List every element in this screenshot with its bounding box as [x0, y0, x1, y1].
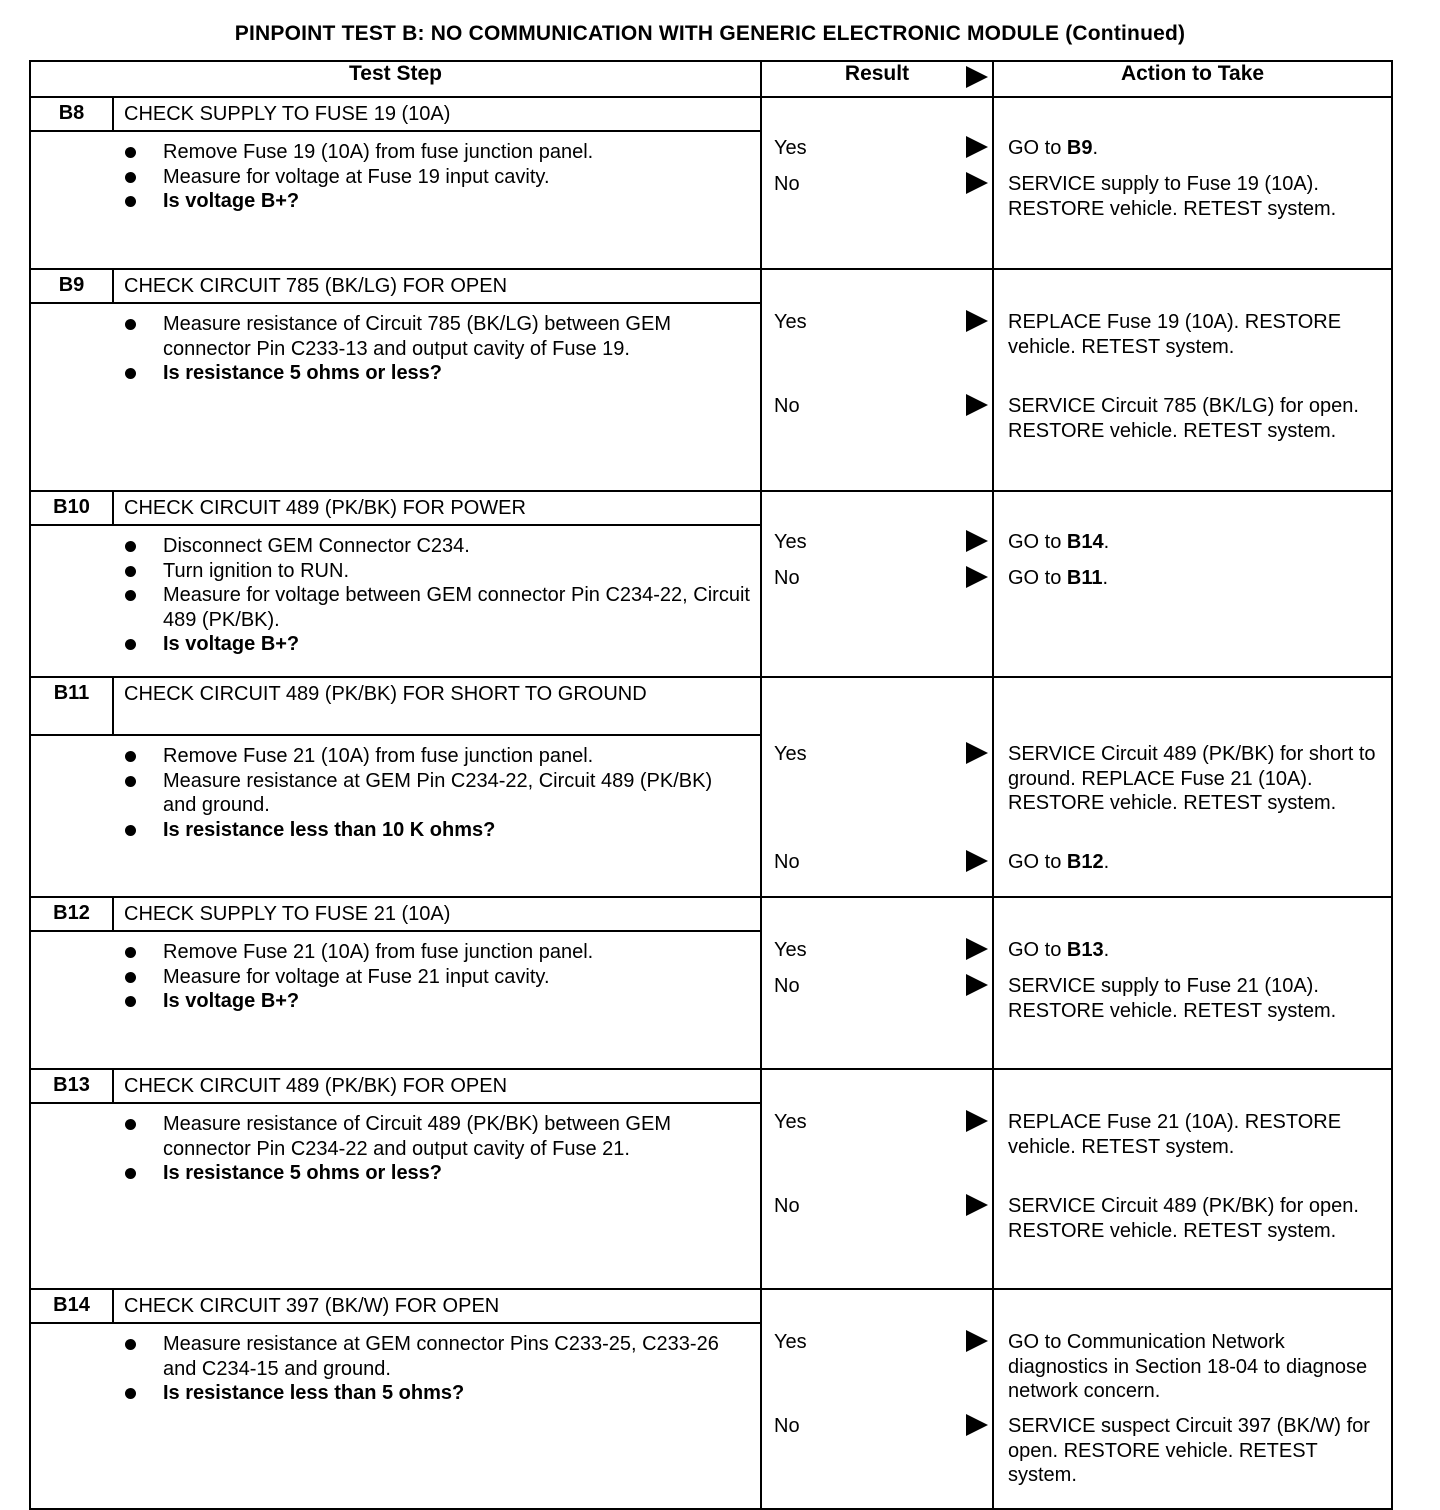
procedure-item: Remove Fuse 19 (10A) from fuse junction panel.	[123, 140, 750, 165]
action-no-text: SERVICE supply to Fuse 19 (10A). RESTORE vehicle. RETEST system.	[1008, 173, 1337, 220]
action-yes-text: GO to	[1008, 531, 1067, 553]
right-arrow-icon	[966, 1194, 988, 1216]
action-yes-step-ref: B14	[1066, 531, 1104, 553]
result-no	[774, 850, 988, 875]
step-id: B12	[30, 897, 113, 931]
result-yes-label: Yes	[774, 137, 807, 159]
action-yes	[1008, 530, 1383, 555]
action-no	[1008, 394, 1383, 443]
procedure-item: Measure resistance of Circuit 785 (BK/LG) between GEM connector Pin C233-13 and output cavity of Fuse 19.	[123, 312, 750, 361]
step-action-cell	[993, 1069, 1392, 1289]
procedure-question: Is voltage B+?	[123, 632, 750, 657]
action-yes-step-ref: B13	[1066, 939, 1104, 961]
procedure-item: Measure for voltage between GEM connector Pin C234-22, Circuit 489 (PK/BK).	[123, 583, 750, 632]
step-procedure	[30, 1103, 761, 1289]
procedure-item: Measure resistance of Circuit 489 (PK/BK) between GEM connector Pin C234-22 and output cavity of Fuse 21.	[123, 1112, 750, 1161]
procedure-question: Is resistance less than 10 K ohms?	[123, 818, 750, 843]
right-arrow-icon	[966, 938, 988, 960]
result-no	[774, 394, 988, 419]
right-arrow-icon	[966, 1414, 988, 1436]
result-no-label: No	[774, 975, 800, 997]
page-title: PINPOINT TEST B: NO COMMUNICATION WITH GENERIC ELECTRONIC MODULE (Continued)	[234, 22, 1186, 45]
procedure-list	[123, 1332, 750, 1406]
procedure-question: Is resistance less than 5 ohms?	[123, 1381, 750, 1406]
step-result-cell	[761, 1289, 993, 1509]
result-yes	[774, 1110, 988, 1135]
step-procedure	[30, 1323, 761, 1509]
step-title: CHECK CIRCUIT 397 (BK/W) FOR OPEN	[113, 1289, 761, 1323]
step-title: CHECK CIRCUIT 489 (PK/BK) FOR OPEN	[113, 1069, 761, 1103]
action-no-suffix: .	[1102, 567, 1109, 589]
step-title: CHECK CIRCUIT 489 (PK/BK) FOR SHORT TO GROUND	[113, 677, 761, 735]
action-yes-text: REPLACE Fuse 21 (10A). RESTORE vehicle. RETEST system.	[1008, 1111, 1342, 1158]
action-no	[1008, 1414, 1383, 1488]
step-procedure	[30, 735, 761, 897]
right-arrow-icon	[966, 66, 988, 88]
step-result-cell	[761, 1069, 993, 1289]
action-yes-suffix: .	[1103, 531, 1110, 553]
procedure-list	[123, 140, 750, 214]
step-action-cell	[993, 491, 1392, 677]
action-no-step-ref: B12	[1066, 851, 1104, 873]
step-title-row	[30, 897, 1392, 931]
right-arrow-icon	[966, 974, 988, 996]
action-no-suffix: .	[1103, 851, 1110, 873]
result-no-label: No	[774, 173, 800, 195]
procedure-question: Is resistance 5 ohms or less?	[123, 1161, 750, 1186]
result-no	[774, 566, 988, 591]
procedure-question: Is voltage B+?	[123, 189, 750, 214]
step-id: B11	[30, 677, 113, 735]
action-yes	[1008, 742, 1383, 816]
procedure-item: Measure resistance at GEM Pin C234-22, Circuit 489 (PK/BK) and ground.	[123, 769, 750, 818]
step-result-cell	[761, 677, 993, 897]
step-action-cell	[993, 897, 1392, 1069]
step-action-cell	[993, 677, 1392, 897]
step-title-row	[30, 97, 1392, 131]
step-result-cell	[761, 97, 993, 269]
step-result-cell	[761, 269, 993, 491]
right-arrow-icon	[966, 136, 988, 158]
procedure-list	[123, 1112, 750, 1186]
action-yes	[1008, 938, 1383, 963]
header-test-step: Test Step	[30, 61, 761, 97]
action-yes-suffix: .	[1092, 137, 1099, 159]
action-no-text: SERVICE suspect Circuit 397 (BK/W) for open. RESTORE vehicle. RETEST system.	[1008, 1415, 1370, 1486]
procedure-item: Remove Fuse 21 (10A) from fuse junction panel.	[123, 940, 750, 965]
procedure-list	[123, 940, 750, 1014]
right-arrow-icon	[966, 1330, 988, 1352]
step-procedure	[30, 303, 761, 491]
procedure-question: Is resistance 5 ohms or less?	[123, 361, 750, 386]
right-arrow-icon	[966, 530, 988, 552]
right-arrow-icon	[966, 850, 988, 872]
result-yes	[774, 530, 988, 555]
step-title-row	[30, 269, 1392, 303]
step-result-cell	[761, 491, 993, 677]
result-no-label: No	[774, 567, 800, 589]
action-yes-text: GO to Communication Network diagnostics in Section 18-04 to diagnose network concern.	[1008, 1331, 1368, 1402]
step-procedure	[30, 931, 761, 1069]
action-yes-text: SERVICE Circuit 489 (PK/BK) for short to ground. REPLACE Fuse 21 (10A). RESTORE vehicle. RETEST system.	[1008, 743, 1376, 814]
right-arrow-icon	[966, 172, 988, 194]
result-yes	[774, 136, 988, 161]
pinpoint-test-table	[29, 60, 1393, 1510]
result-yes	[774, 310, 988, 335]
step-title-row	[30, 491, 1392, 525]
result-no	[774, 1194, 988, 1219]
step-id: B10	[30, 491, 113, 525]
step-title: CHECK SUPPLY TO FUSE 21 (10A)	[113, 897, 761, 931]
step-title-row	[30, 1289, 1392, 1323]
procedure-list	[123, 312, 750, 386]
result-no-label: No	[774, 1195, 800, 1217]
procedure-item: Measure for voltage at Fuse 21 input cavity.	[123, 965, 750, 990]
procedure-list	[123, 744, 750, 842]
procedure-item: Turn ignition to RUN.	[123, 559, 750, 584]
procedure-item: Measure for voltage at Fuse 19 input cavity.	[123, 165, 750, 190]
result-no-label: No	[774, 1415, 800, 1437]
right-arrow-icon	[966, 394, 988, 416]
action-no	[1008, 974, 1383, 1023]
result-yes-label: Yes	[774, 531, 807, 553]
action-no	[1008, 1194, 1383, 1243]
action-no	[1008, 566, 1383, 591]
right-arrow-icon	[966, 742, 988, 764]
action-no	[1008, 172, 1383, 221]
result-yes-label: Yes	[774, 939, 807, 961]
step-id: B13	[30, 1069, 113, 1103]
procedure-item: Measure resistance at GEM connector Pins C233-25, C233-26 and C234-15 and ground.	[123, 1332, 750, 1381]
result-no-label: No	[774, 395, 800, 417]
right-arrow-icon	[966, 566, 988, 588]
action-no-step-ref: B11	[1066, 567, 1103, 589]
action-yes-text: GO to	[1008, 939, 1067, 961]
table-body	[30, 97, 1392, 1509]
action-no-text: GO to	[1008, 851, 1067, 873]
step-action-cell	[993, 269, 1392, 491]
step-procedure	[30, 525, 761, 677]
step-action-cell	[993, 1289, 1392, 1509]
header-result	[761, 61, 993, 97]
result-no	[774, 172, 988, 197]
procedure-item: Remove Fuse 21 (10A) from fuse junction panel.	[123, 744, 750, 769]
step-action-cell	[993, 97, 1392, 269]
action-no-text: SERVICE Circuit 489 (PK/BK) for open. RESTORE vehicle. RETEST system.	[1008, 1195, 1359, 1242]
action-yes-text: REPLACE Fuse 19 (10A). RESTORE vehicle. RETEST system.	[1008, 311, 1342, 358]
right-arrow-icon	[966, 1110, 988, 1132]
action-yes-step-ref: B9	[1066, 137, 1093, 159]
action-no-text: GO to	[1008, 567, 1067, 589]
action-yes	[1008, 1110, 1383, 1159]
procedure-item: Disconnect GEM Connector C234.	[123, 534, 750, 559]
step-title-row	[30, 1069, 1392, 1103]
result-yes-label: Yes	[774, 311, 807, 333]
result-yes-label: Yes	[774, 1111, 807, 1133]
header-action: Action to Take	[993, 61, 1392, 97]
result-no	[774, 974, 988, 999]
procedure-list	[123, 534, 750, 657]
result-yes	[774, 938, 988, 963]
action-no-text: SERVICE supply to Fuse 21 (10A). RESTORE vehicle. RETEST system.	[1008, 975, 1337, 1022]
step-title: CHECK SUPPLY TO FUSE 19 (10A)	[113, 97, 761, 131]
action-no	[1008, 850, 1383, 875]
result-yes	[774, 1330, 988, 1355]
action-yes	[1008, 310, 1383, 359]
step-id: B9	[30, 269, 113, 303]
step-id: B8	[30, 97, 113, 131]
step-title-row	[30, 677, 1392, 735]
action-no-text: SERVICE Circuit 785 (BK/LG) for open. RESTORE vehicle. RETEST system.	[1008, 395, 1359, 442]
action-yes	[1008, 136, 1383, 161]
result-no	[774, 1414, 988, 1439]
action-yes	[1008, 1330, 1383, 1404]
action-yes-text: GO to	[1008, 137, 1067, 159]
table-header-row	[30, 61, 1392, 97]
result-yes	[774, 742, 988, 767]
header-result-label: Result	[844, 62, 910, 85]
action-yes-suffix: .	[1103, 939, 1110, 961]
step-title: CHECK CIRCUIT 489 (PK/BK) FOR POWER	[113, 491, 761, 525]
procedure-question: Is voltage B+?	[123, 989, 750, 1014]
result-no-label: No	[774, 851, 800, 873]
step-id: B14	[30, 1289, 113, 1323]
step-procedure	[30, 131, 761, 269]
result-yes-label: Yes	[774, 1331, 807, 1353]
step-title: CHECK CIRCUIT 785 (BK/LG) FOR OPEN	[113, 269, 761, 303]
right-arrow-icon	[966, 310, 988, 332]
step-result-cell	[761, 897, 993, 1069]
result-yes-label: Yes	[774, 743, 807, 765]
